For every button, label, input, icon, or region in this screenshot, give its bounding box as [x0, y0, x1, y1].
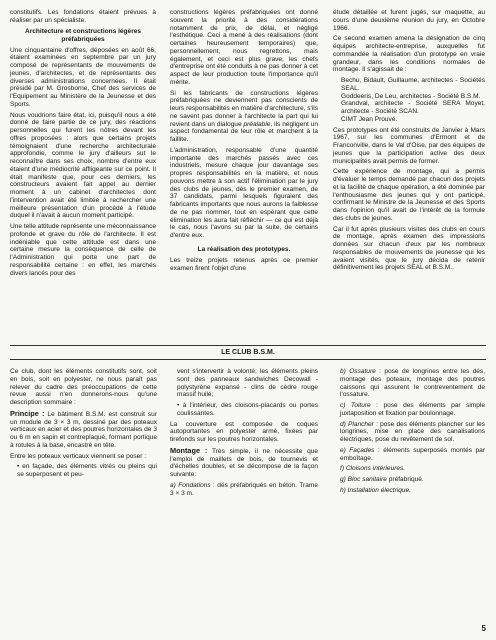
bullet-item: • en façade, des éléments vitrés ou pleins qui se superposent et peu-: [17, 463, 157, 478]
list-item: [333, 465, 485, 473]
paragraph: Cette expérience de montage, qui a permis d'évaluer le temps demandé par chacun des projets et la facilité de chaque opération, a été dominée par l'enthousiasme des jeunes qui y ont participé, confirmant le Ministre de la Jeunesse et des Sports dans l'opinion qu'il avait de l'intérêt de la formule des clubs de jeunes.: [333, 168, 485, 222]
paragraph: Une telle attitude représente une méconnaissance profonde et grave du rôle de l'architecte. Il est indéniable que cette attitude est dans une certaine mesure la conséquence de celle de l'Administration qui porte une part de responsabilité certaine : en effet, les marchés divers lancés pour des: [10, 223, 156, 277]
label: c) Toiture: [340, 402, 371, 409]
paragraph: Ce club, dont les éléments constitutifs sont, soit en bois, soit en polyester, ne nous paraît pas relever du cadre des préoccupations de cette revue aussi n'en donnerons-nous qu'une description sommaire :: [10, 368, 157, 406]
label: b) Ossature: [340, 368, 376, 375]
section-title: LE CLUB B.S.M.: [221, 349, 275, 356]
list-item: [333, 447, 485, 463]
paragraph: [170, 447, 318, 479]
label: a) Fondations: [170, 481, 211, 489]
paragraph: Ce second examen amena la désignation de cinq équipes architecte-entreprise, auxquelles fut commandée la réalisation d'un prototype en vraie grandeur, dans les conditions normales de montage. Il s'agissait de :: [333, 35, 485, 74]
text: Très simple, il ne nécessite que l'emploi de maillets de bois, de tournevis et d'échelles doubles, et se décompose de la façon suivante:: [170, 447, 318, 478]
label: Montage :: [170, 445, 208, 455]
section-heading: Architecture et constructions légères préfabriquées: [24, 27, 142, 43]
paragraph: La couverture est composée de coques autoportantes en polyester armé, fixées par tirefonds sur les poutres horizontales.: [170, 420, 318, 443]
paragraph: Entre les poteaux verticaux viennent se poser :: [10, 452, 147, 460]
paragraph: constitutifs. Les fondations étaient prévues à réaliser par un spécialiste.: [10, 9, 156, 24]
list-item: CIMT Jean Prouvé.: [341, 115, 398, 123]
text: Le bâtiment B.S.M. est construit sur un module de 3 × 3 m, dessiné par des poteaux verticaux en acier et des poutres horizontales de 3 ou 6 m en sapin et contreplaqué, formant portique à rotules à la base, encastré en tête.: [10, 410, 158, 449]
bottom-column-2: [170, 368, 318, 500]
section-heading: La réalisation des prototypes.: [197, 245, 291, 253]
paragraph: constructions légères préfabriquées ont donné souvent la priorité à des considérations notamment de prix, de délai, et négligé l'esthétique. Ceci a mené à des réalisations (dont certaines heureusement temporaires) que, personnellement, nous regrettons, mais également, et ceci est plus grave, les chefs d'entreprise ont été conduits à ne pas donner à cet aspect de leur production toute l'importance qu'il mérite.: [170, 9, 318, 86]
top-column-3: [333, 9, 485, 275]
paragraph: étude détaillée et furent jugés, sur maquette, au cours d'une deuxième réunion du jury, en Octobre 1966.: [333, 9, 485, 32]
section-divider: [10, 345, 486, 346]
label: Principe :: [10, 408, 45, 418]
label: f) Cloisons intérieures.: [340, 465, 406, 473]
list-item: [333, 368, 485, 399]
text: : pose des éléments plancher sur les longrines, mise en place des canalisations électriques, pose du revêtement de sol.: [340, 420, 486, 443]
paragraph: vent s'intervertir à volonté; les éléments pleins sont des panneaux sandwiches Decowall - polystyrène expansé - clins de cèdre rouge massif huilé;: [177, 368, 318, 399]
bottom-column-3: [333, 368, 485, 498]
paragraph: Si les fabricants de constructions légères préfabriquées ne deviennent pas conscients de leurs responsabilités en matière d'architecture, s'ils ne savent pas donner à l'architecte la part qui lui revient dans un dialogue préalable, ils négligent un aspect fondamental de leur rôle et marchent à la faillite.: [170, 89, 318, 143]
section-divider: [10, 359, 486, 360]
list-item: [333, 421, 485, 444]
paragraph: Car il fut après plusieurs visites des clubs en cours de montage, après examen des impressions données sur chacun d'eux par les nombreux responsables de mouvements de jeunesse qui les avaient visités, que le jury décida de retenir définitivement les projets SEAL et B.S.M..: [333, 225, 485, 272]
emphasis: préalable: [243, 120, 271, 128]
paragraph: [170, 482, 318, 498]
paragraph: [10, 410, 157, 450]
top-column-1: [10, 9, 156, 280]
paragraph: Ces prototypes ont été construits de Janvier à Mars 1967, sur les communes d'Ermont et de Franconville, dans le Val d'Oise, par des équipes de jeunes que la participation active des deux municipalités avait permis de former.: [333, 126, 485, 165]
text: : éléments superposés montés par emboîtage.: [340, 446, 485, 462]
list-item: [333, 402, 485, 418]
list-item: [333, 487, 485, 495]
list-item: [333, 476, 485, 484]
list-item: Grandval, architecte - Société SERA Moyet, architecte - Société SCAN.: [341, 100, 485, 115]
list-item: Bechu, Bidault, Guillaume, architectes - Sociétés SEAL.: [341, 77, 485, 92]
top-column-2: [170, 9, 318, 275]
paragraph: Nous voudrions faire état, ici, puisqu'il nous a été donné de faire partie de ce jury, des réactions personnelles qui furent les nôtres devant les offres proposées : alors que certains projets témoignaient d'une recherche architecturale approfondie, comme le jury d'ailleurs sut le reconnaître dans ses choix, nombre d'entre eux étaient d'une médiocrité affligeante sur ce point. Il était manifeste que, pour ces derniers, les constructeurs avaient fait appel au dernier moment à un cabinet d'architectes dont l'intervention avait été limitée à rechercher une meilleure présentation d'un procédé à l'étude duquel il n'avait à aucun moment participé.: [10, 111, 156, 220]
text: : dés préfabriqués en béton. Trame 3 × 3 m.: [170, 481, 318, 497]
text: préfabriqué.: [386, 476, 424, 483]
paragraph: L'administration, responsable d'une quantité importante des marchés passés avec ces industriels, mesure chaque jour davantage ses propres responsabilités en la matière, et nous pouvons mettre à son actif l'élimination par le jury des clubs de jeunes, dès le premier examen, de 37 candidats, parmi lesquels figuraient des fabricants importants que nous aurons la faiblesse de ne pas nommer, tout en espérant que cette élimination les aura fait réfléchir — ce qui est déjà le cas, nous l'avons su par la suite, de certains d'entre eux.: [170, 146, 318, 239]
paragraph: Une cinquantaine d'offres, déposées en août 66, étaient examinées en septembre par un jury composé de représentants de mouvements de jeunes, d'architectes, et de représentants des diverses administrations concernées. Il était présidé par M. Grosborne, Chef des services de l'Equipement au Ministère de la Jeunesse et des Sports.: [10, 46, 156, 108]
step-list: [333, 368, 485, 495]
label: e) Façades: [340, 446, 375, 454]
team-list: [333, 77, 485, 124]
page-number: 5: [481, 624, 486, 634]
paragraph: Les treize projets retenus après ce premier examen firent l'objet d'une: [170, 256, 318, 272]
bullet-item: • à l'intérieur, des cloisons-placards ou portes coulissantes.: [177, 402, 318, 417]
text: : pose de longrines entre les dés, montage des poteaux, montage des poutres caissons qui assurent le contreventement de l'ossature.: [340, 368, 486, 399]
label: g) Bloc sanitaire: [340, 476, 387, 483]
text: : pose des éléments par simple juxtaposition et fixation par boulonnage.: [340, 402, 485, 417]
list-item: Goddeeris, De Leu, architectes - Société B.S.M.: [341, 92, 481, 100]
bottom-column-1: [10, 368, 157, 482]
label: d) Plancher: [340, 420, 374, 428]
label: h) Installation électrique.: [340, 486, 411, 494]
